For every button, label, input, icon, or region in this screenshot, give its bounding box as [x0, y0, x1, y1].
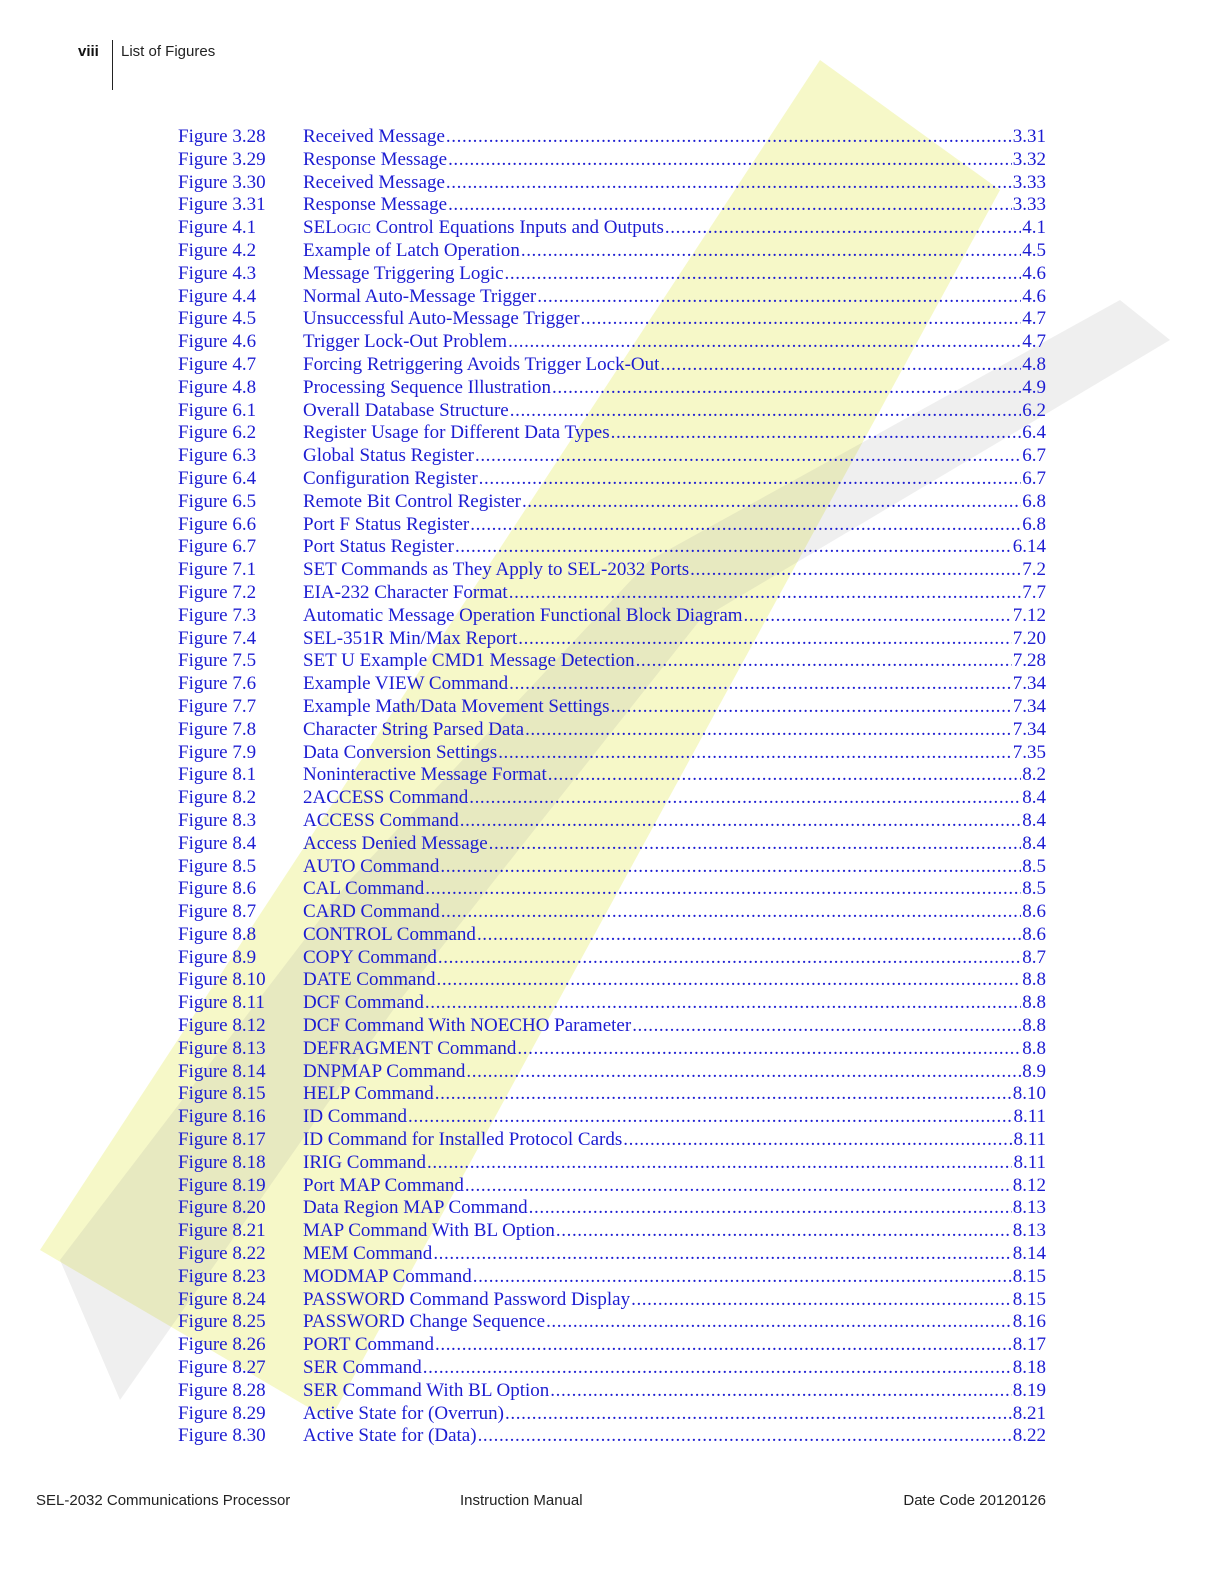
figure-entry[interactable]	[178, 856, 1046, 879]
figure-page-number: 8.4	[1022, 809, 1046, 831]
figure-page-number: 8.11	[1013, 1151, 1046, 1173]
figure-title: Register Usage for Different Data Types	[303, 422, 610, 444]
figure-number: Figure 8.4	[178, 832, 257, 854]
figure-entry[interactable]	[178, 1015, 1046, 1038]
figure-number: Figure 8.19	[178, 1174, 266, 1196]
figure-title: CONTROL Command	[303, 923, 476, 945]
dot-leader	[611, 696, 1012, 718]
dot-leader	[518, 628, 1011, 650]
figure-page-number: 8.6	[1022, 923, 1046, 945]
dot-leader	[470, 514, 1021, 536]
dot-leader	[550, 1380, 1012, 1402]
figure-entry[interactable]	[178, 787, 1046, 810]
dot-leader	[435, 1334, 1012, 1356]
figure-entry[interactable]	[178, 1220, 1046, 1243]
section-title: List of Figures	[121, 43, 216, 60]
figure-entry[interactable]	[178, 240, 1046, 263]
figure-title: Processing Sequence Illustration	[303, 376, 552, 398]
figure-page-number: 6.7	[1022, 445, 1046, 467]
figure-entry[interactable]	[178, 491, 1046, 514]
figure-number: Figure 8.22	[178, 1243, 266, 1265]
figure-entry[interactable]	[178, 1334, 1046, 1357]
dot-leader	[631, 1289, 1012, 1311]
figure-title: IRIG Command	[303, 1151, 426, 1173]
figure-entry[interactable]	[178, 149, 1046, 172]
figure-number: Figure 8.14	[178, 1060, 266, 1082]
figure-title: MODMAP Command	[303, 1265, 472, 1287]
figure-entry[interactable]	[178, 992, 1046, 1015]
dot-leader	[508, 331, 1021, 353]
figure-number: Figure 8.5	[178, 855, 257, 877]
figure-list	[178, 126, 1046, 1448]
figure-number: Figure 8.21	[178, 1220, 266, 1242]
figure-number: Figure 6.4	[178, 467, 257, 489]
figure-number: Figure 7.1	[178, 559, 257, 581]
figure-entry[interactable]	[178, 1311, 1046, 1334]
figure-title: Automatic Message Operation Functional Block Diagram	[303, 604, 743, 626]
figure-entry[interactable]	[178, 1380, 1046, 1403]
figure-number: Figure 8.12	[178, 1015, 266, 1037]
figure-page-number: 4.8	[1022, 353, 1046, 375]
figure-title: Example VIEW Command	[303, 673, 509, 695]
dot-leader	[477, 924, 1021, 946]
dot-leader	[505, 1403, 1012, 1425]
figure-number: Figure 8.7	[178, 901, 257, 923]
figure-entry[interactable]	[178, 947, 1046, 970]
figure-number: Figure 8.18	[178, 1151, 266, 1173]
figure-title: Data Region MAP Command	[303, 1197, 528, 1219]
figure-page-number: 8.4	[1022, 832, 1046, 854]
figure-title: ID Command for Installed Protocol Cards	[303, 1129, 623, 1151]
figure-entry[interactable]	[178, 286, 1046, 309]
dot-leader	[455, 536, 1012, 558]
dot-leader	[448, 194, 1012, 216]
figure-number: Figure 6.5	[178, 490, 257, 512]
dot-leader	[436, 969, 1021, 991]
dot-leader	[448, 149, 1012, 171]
figure-number: Figure 8.1	[178, 764, 257, 786]
figure-page-number: 7.34	[1012, 673, 1046, 695]
dot-leader	[425, 992, 1021, 1014]
figure-page-number: 4.1	[1022, 217, 1046, 239]
figure-entry[interactable]	[178, 377, 1046, 400]
figure-page-number: 3.32	[1012, 148, 1046, 170]
figure-number: Figure 4.4	[178, 285, 257, 307]
figure-entry[interactable]	[178, 742, 1046, 765]
dot-leader	[441, 901, 1022, 923]
figure-page-number: 8.11	[1013, 1129, 1046, 1151]
figure-number: Figure 7.2	[178, 581, 257, 603]
figure-title: Noninteractive Message Format	[303, 764, 547, 786]
dot-leader	[744, 605, 1012, 627]
figure-number: Figure 4.3	[178, 262, 257, 284]
figure-number: Figure 8.20	[178, 1197, 266, 1219]
figure-number: Figure 8.6	[178, 878, 257, 900]
figure-number: Figure 6.2	[178, 422, 257, 444]
figure-entry[interactable]	[178, 810, 1046, 833]
figure-page-number: 4.7	[1022, 308, 1046, 330]
figure-number: Figure 4.5	[178, 308, 257, 330]
figure-page-number: 8.12	[1012, 1174, 1046, 1196]
dot-leader	[438, 947, 1021, 969]
figure-title: ID Command	[303, 1106, 407, 1128]
figure-entry[interactable]	[178, 901, 1046, 924]
figure-page-number: 6.14	[1012, 536, 1046, 558]
figure-number: Figure 4.8	[178, 376, 257, 398]
figure-title: Unsuccessful Auto-Message Trigger	[303, 308, 580, 330]
figure-page-number: 6.8	[1022, 490, 1046, 512]
figure-title: DATE Command	[303, 969, 436, 991]
figure-entry[interactable]	[178, 833, 1046, 856]
figure-number: Figure 8.23	[178, 1265, 266, 1287]
figure-entry[interactable]	[178, 1425, 1046, 1448]
figure-title: Trigger Lock-Out Problem	[303, 331, 508, 353]
figure-page-number: 3.31	[1012, 126, 1046, 147]
figure-number: Figure 4.7	[178, 353, 257, 375]
figure-entry[interactable]	[178, 354, 1046, 377]
dot-leader	[475, 445, 1021, 467]
figure-entry[interactable]	[178, 445, 1046, 468]
figure-entry[interactable]	[178, 172, 1046, 195]
figure-page-number: 3.33	[1012, 194, 1046, 216]
figure-title: Normal Auto-Message Trigger	[303, 285, 537, 307]
dot-leader	[548, 764, 1021, 786]
figure-page-number: 8.18	[1012, 1357, 1046, 1379]
dot-leader	[473, 1266, 1012, 1288]
dot-leader	[505, 263, 1022, 285]
figure-page-number: 8.13	[1012, 1197, 1046, 1219]
figure-page-number: 4.6	[1022, 262, 1046, 284]
figure-entry[interactable]	[178, 514, 1046, 537]
dot-leader	[529, 1197, 1012, 1219]
figure-number: Figure 8.25	[178, 1311, 266, 1333]
figure-page-number: 8.8	[1022, 1015, 1046, 1037]
figure-page-number: 6.2	[1022, 399, 1046, 421]
figure-title: Active State for (Overrun)	[303, 1402, 505, 1424]
figure-title: SER Command With BL Option	[303, 1379, 550, 1401]
figure-page-number: 8.5	[1022, 878, 1046, 900]
figure-entry[interactable]	[178, 1106, 1046, 1129]
dot-leader	[623, 1129, 1012, 1151]
dot-leader	[498, 742, 1012, 764]
figure-number: Figure 8.16	[178, 1106, 266, 1128]
dot-leader	[660, 354, 1021, 376]
figure-title: EIA-232 Character Format	[303, 581, 508, 603]
figure-page-number: 8.22	[1012, 1425, 1046, 1447]
dot-leader	[509, 582, 1022, 604]
figure-entry[interactable]	[178, 1152, 1046, 1175]
page-number: viii	[78, 43, 99, 60]
figure-entry[interactable]	[178, 1243, 1046, 1266]
figure-number: Figure 3.30	[178, 171, 266, 193]
figure-entry[interactable]	[178, 605, 1046, 628]
figure-entry[interactable]	[178, 1061, 1046, 1084]
figure-number: Figure 6.3	[178, 445, 257, 467]
figure-number: Figure 3.31	[178, 194, 266, 216]
figure-title: DCF Command With NOECHO Parameter	[303, 1015, 632, 1037]
figure-entry[interactable]	[178, 422, 1046, 445]
figure-entry[interactable]	[178, 468, 1046, 491]
figure-page-number: 7.20	[1012, 627, 1046, 649]
figure-page-number: 8.15	[1012, 1288, 1046, 1310]
dot-leader	[611, 422, 1022, 444]
figure-number: Figure 8.29	[178, 1402, 266, 1424]
figure-title: MEM Command	[303, 1243, 433, 1265]
figure-number: Figure 3.28	[178, 126, 266, 147]
figure-title: DNPMAP Command	[303, 1060, 466, 1082]
figure-number: Figure 8.10	[178, 969, 266, 991]
figure-title: MAP Command With BL Option	[303, 1220, 555, 1242]
figure-title: PORT Command	[303, 1334, 434, 1356]
figure-title: DCF Command	[303, 992, 424, 1014]
dot-leader	[690, 559, 1021, 581]
figure-title: Forcing Retriggering Avoids Trigger Lock-Out	[303, 353, 660, 375]
dot-leader	[433, 1243, 1011, 1265]
figure-entry[interactable]	[178, 194, 1046, 217]
figure-entry[interactable]	[178, 1129, 1046, 1152]
figure-page-number: 8.9	[1022, 1060, 1046, 1082]
footer-date-code: Date Code 20120126	[903, 1492, 1046, 1509]
figure-entry[interactable]	[178, 696, 1046, 719]
figure-page-number: 4.6	[1022, 285, 1046, 307]
figure-title: Character String Parsed Data	[303, 718, 525, 740]
figure-title: Received Message	[303, 171, 445, 193]
figure-entry[interactable]	[178, 559, 1046, 582]
figure-page-number: 8.5	[1022, 855, 1046, 877]
figure-entry[interactable]	[178, 1083, 1046, 1106]
figure-entry[interactable]	[178, 1289, 1046, 1312]
figure-number: Figure 4.2	[178, 239, 257, 261]
dot-leader	[636, 650, 1012, 672]
figure-title: Access Denied Message	[303, 832, 488, 854]
dot-leader	[537, 286, 1021, 308]
figure-page-number: 3.33	[1012, 171, 1046, 193]
figure-number: Figure 7.8	[178, 718, 257, 740]
dot-leader	[509, 673, 1012, 695]
figure-page-number: 7.28	[1012, 650, 1046, 672]
figure-number: Figure 8.11	[178, 992, 265, 1014]
figure-page-number: 8.13	[1012, 1220, 1046, 1242]
figure-title: Port MAP Command	[303, 1174, 464, 1196]
figure-number: Figure 8.13	[178, 1037, 266, 1059]
figure-page-number: 6.4	[1022, 422, 1046, 444]
figure-number: Figure 7.3	[178, 604, 257, 626]
dot-leader	[546, 1311, 1012, 1333]
figure-page-number: 8.8	[1022, 992, 1046, 1014]
figure-page-number: 6.7	[1022, 467, 1046, 489]
figure-page-number: 8.19	[1012, 1379, 1046, 1401]
figure-number: Figure 6.7	[178, 536, 257, 558]
figure-number: Figure 8.15	[178, 1083, 266, 1105]
figure-entry[interactable]	[178, 628, 1046, 651]
figure-title: AUTO Command	[303, 855, 440, 877]
figure-title: 2ACCESS Command	[303, 787, 469, 809]
dot-leader	[525, 719, 1012, 741]
figure-number: Figure 8.17	[178, 1129, 266, 1151]
figure-page-number: 8.4	[1022, 787, 1046, 809]
figure-title: Response Message	[303, 194, 448, 216]
dot-leader	[435, 1083, 1012, 1105]
figure-entry[interactable]	[178, 308, 1046, 331]
figure-title: Data Conversion Settings	[303, 741, 498, 763]
figure-page-number: 4.5	[1022, 239, 1046, 261]
dot-leader	[521, 240, 1021, 262]
figure-number: Figure 7.6	[178, 673, 257, 695]
dot-leader	[489, 833, 1022, 855]
figure-entry[interactable]	[178, 1403, 1046, 1426]
figure-entry[interactable]	[178, 924, 1046, 947]
dot-leader	[552, 377, 1021, 399]
dot-leader	[440, 856, 1021, 878]
figure-entry[interactable]	[178, 582, 1046, 605]
dot-leader	[469, 787, 1021, 809]
figure-title: Overall Database Structure	[303, 399, 509, 421]
figure-page-number: 6.8	[1022, 513, 1046, 535]
figure-page-number: 8.11	[1013, 1106, 1046, 1128]
figure-page-number: 8.15	[1012, 1265, 1046, 1287]
figure-title: CARD Command	[303, 901, 440, 923]
figure-number: Figure 8.2	[178, 787, 257, 809]
figure-entry[interactable]	[178, 1266, 1046, 1289]
figure-entry[interactable]	[178, 969, 1046, 992]
figure-page-number: 8.2	[1022, 764, 1046, 786]
figure-entry[interactable]	[178, 764, 1046, 787]
dot-leader	[408, 1106, 1012, 1128]
figure-number: Figure 4.1	[178, 217, 257, 239]
figure-number: Figure 6.1	[178, 399, 257, 421]
figure-page-number: 8.6	[1022, 901, 1046, 923]
figure-page-number: 8.16	[1012, 1311, 1046, 1333]
dot-leader	[425, 878, 1021, 900]
header-divider	[112, 40, 113, 90]
figure-entry[interactable]	[178, 217, 1046, 240]
footer-manual: Instruction Manual	[460, 1492, 583, 1509]
figure-entry[interactable]	[178, 126, 1046, 149]
figure-number: Figure 8.28	[178, 1379, 266, 1401]
figure-title: Response Message	[303, 148, 448, 170]
figure-page-number: 7.35	[1012, 741, 1046, 763]
dot-leader	[427, 1152, 1012, 1174]
page-footer	[36, 1492, 1046, 1514]
figure-number: Figure 7.7	[178, 695, 257, 717]
figure-entry[interactable]	[178, 331, 1046, 354]
dot-leader	[423, 1357, 1012, 1379]
figure-title: SEL-351R Min/Max Report	[303, 627, 518, 649]
figure-title: Remote Bit Control Register	[303, 490, 521, 512]
figure-page-number: 8.8	[1022, 969, 1046, 991]
figure-number: Figure 8.9	[178, 946, 257, 968]
figure-entry[interactable]	[178, 536, 1046, 559]
figure-entry[interactable]	[178, 1175, 1046, 1198]
figure-title: PASSWORD Change Sequence	[303, 1311, 546, 1333]
figure-page-number: 4.9	[1022, 376, 1046, 398]
figure-entry[interactable]	[178, 263, 1046, 286]
figure-title: Port Status Register	[303, 536, 454, 558]
figure-entry[interactable]	[178, 878, 1046, 901]
figure-title: Port F Status Register	[303, 513, 470, 535]
dot-leader	[446, 172, 1012, 194]
figure-page-number: 8.17	[1012, 1334, 1046, 1356]
figure-page-number: 8.7	[1022, 946, 1046, 968]
figure-title: Example Math/Data Movement Settings	[303, 695, 610, 717]
dot-leader	[460, 810, 1022, 832]
figure-title: SET Commands as They Apply to SEL-2032 Ports	[303, 559, 690, 581]
figure-entry[interactable]	[178, 1038, 1046, 1061]
figure-title: HELP Command	[303, 1083, 434, 1105]
figure-entry[interactable]	[178, 400, 1046, 423]
figure-page-number: 8.21	[1012, 1402, 1046, 1424]
figure-page-number: 7.2	[1022, 559, 1046, 581]
figure-number: Figure 7.4	[178, 627, 257, 649]
dot-leader	[517, 1038, 1021, 1060]
dot-leader	[522, 491, 1021, 513]
figure-number: Figure 8.8	[178, 923, 257, 945]
dot-leader	[446, 126, 1012, 148]
figure-title: Example of Latch Operation	[303, 239, 520, 261]
figure-title: Global Status Register	[303, 445, 474, 467]
figure-number: Figure 3.29	[178, 148, 266, 170]
figure-number: Figure 8.3	[178, 809, 257, 831]
figure-number: Figure 8.27	[178, 1357, 266, 1379]
dot-leader	[632, 1015, 1021, 1037]
figure-title: SER Command	[303, 1357, 422, 1379]
figure-number: Figure 6.6	[178, 513, 257, 535]
figure-page-number: 8.14	[1012, 1243, 1046, 1265]
figure-title: Configuration Register	[303, 467, 478, 489]
figure-page-number: 8.8	[1022, 1037, 1046, 1059]
dot-leader	[478, 1425, 1012, 1447]
figure-page-number: 8.10	[1012, 1083, 1046, 1105]
figure-title: SET U Example CMD1 Message Detection	[303, 650, 635, 672]
figure-title: DEFRAGMENT Command	[303, 1037, 517, 1059]
dot-leader	[466, 1061, 1021, 1083]
figure-title: Message Triggering Logic	[303, 262, 504, 284]
figure-number: Figure 7.5	[178, 650, 257, 672]
figure-entry[interactable]	[178, 1197, 1046, 1220]
dot-leader	[556, 1220, 1012, 1242]
dot-leader	[665, 217, 1021, 239]
footer-product: SEL-2032 Communications Processor	[36, 1492, 291, 1509]
figure-page-number: 7.7	[1022, 581, 1046, 603]
figure-entry[interactable]	[178, 1357, 1046, 1380]
figure-page-number: 7.34	[1012, 695, 1046, 717]
figure-title: ACCESS Command	[303, 809, 459, 831]
figure-title: CAL Command	[303, 878, 425, 900]
figure-title: PASSWORD Command Password Display	[303, 1288, 631, 1310]
figure-title: COPY Command	[303, 946, 437, 968]
dot-leader	[581, 308, 1022, 330]
figure-number: Figure 8.24	[178, 1288, 266, 1310]
figure-page-number: 7.34	[1012, 718, 1046, 740]
figure-title: Active State for (Data)	[303, 1425, 477, 1447]
figure-number: Figure 4.6	[178, 331, 257, 353]
figure-title: Received Message	[303, 126, 445, 147]
figure-number: Figure 7.9	[178, 741, 257, 763]
dot-leader	[465, 1175, 1012, 1197]
dot-leader	[479, 468, 1022, 490]
dot-leader	[510, 400, 1022, 422]
figure-number: Figure 8.30	[178, 1425, 266, 1447]
figure-page-number: 7.12	[1012, 604, 1046, 626]
figure-title: SELOGIC Control Equations Inputs and Outputs	[303, 217, 664, 239]
figure-entry[interactable]	[178, 719, 1046, 742]
figure-number: Figure 8.26	[178, 1334, 266, 1356]
figure-entry[interactable]	[178, 673, 1046, 696]
figure-entry[interactable]	[178, 650, 1046, 673]
figure-page-number: 4.7	[1022, 331, 1046, 353]
